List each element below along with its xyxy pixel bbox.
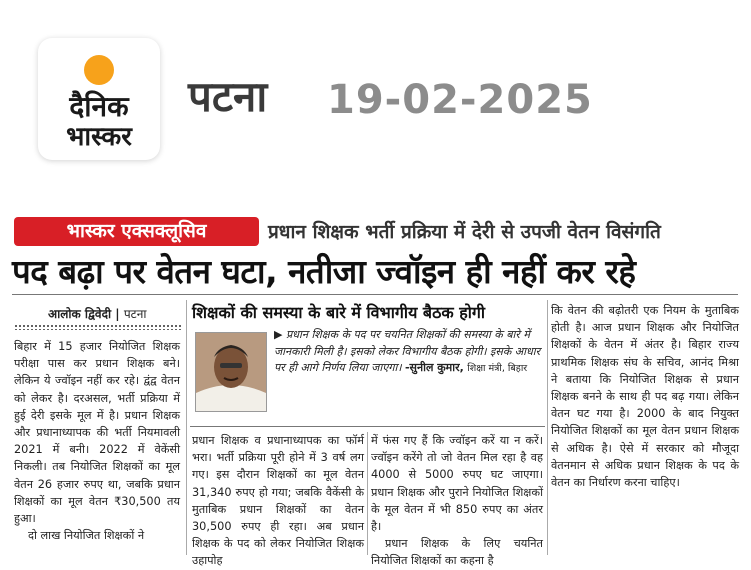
byline-dots — [14, 324, 182, 330]
logo-line-1: दैनिक — [69, 90, 129, 123]
quote-signature: -सुनील कुमार, — [404, 361, 464, 374]
byline-separator: | — [115, 307, 120, 321]
exclusive-tag: भास्कर एक्सक्लूसिव — [14, 217, 259, 246]
edition-city: पटना — [188, 72, 268, 121]
quote-role: शिक्षा मंत्री, बिहार — [467, 363, 528, 374]
kicker: प्रधान शिक्षक भर्ती प्रक्रिया में देरी से उपजी वेतन विसंगति — [268, 221, 661, 243]
edition-date: 19-02-2025 — [327, 77, 593, 123]
box-title: शिक्षकों की समस्या के बारे में विभागीय बैठक होगी — [192, 303, 486, 322]
byline — [48, 306, 146, 322]
byline-place: पटना — [123, 307, 147, 321]
column-3 — [371, 432, 543, 570]
byline-name: आलोक द्विवेदी — [48, 307, 112, 321]
headline-rule — [12, 294, 738, 295]
quote-text: प्रधान शिक्षक के पद पर चयनित शिक्षकों की समस्या के बारे में जानकारी मिली है। इसको लेकर विभागीय बैठक होगी। इसके आधार पर ही आगे निर्णय लिया जाएगा। — [274, 328, 541, 374]
column-3-text: में फंस गए हैं कि ज्वॉइन करें या न करें। ज्वॉइन करेंगे तो जो वेतन मिल रहा है वह 4000 से 5000 रुपए घट जाएगा। प्रधान शिक्षक और पुराने नियोजित शिक्षकों के मूल वेतन में भी 850 रुपए का अंतर है। — [371, 434, 543, 534]
column-divider-1 — [186, 300, 187, 555]
column-3-text-b: प्रधान शिक्षक के लिए चयनित नियोजित शिक्षकों का कहना है — [371, 537, 543, 568]
column-divider-2 — [367, 432, 368, 555]
logo-sun-icon — [84, 55, 114, 85]
dainik-bhaskar-logo — [38, 38, 160, 160]
column-1-text: बिहार में 15 हजार नियोजित शिक्षक परीक्षा पास कर प्रधान शिक्षक बने। लेकिन ये ज्वॉइन नहीं कर रहे। द्वंद्व वेतन को लेकर है। दरअसल, भर्ती प्रक्रिया में हुई देरी इसके मूल में है। प्रधान शिक्षक और प्रधानाध्यापक की भर्ती नियमावली 2021 में बनी। 2022 में वेकेंसी निकली। तब नियोजित शिक्षकों का मूल वेतन 26 हजार रुपए था, जबकि प्रधान शिक्षकों का मूल वेतन ₹30,500 तय हुआ। — [14, 340, 180, 526]
box-rule — [190, 426, 545, 427]
column-divider-3 — [547, 300, 548, 555]
headline: पद बढ़ा पर वेतन घटा, नतीजा ज्वॉइन ही नहीं कर रहे — [12, 252, 636, 291]
logo-line-2: भास्कर — [66, 122, 132, 152]
minister-quote — [274, 327, 542, 378]
column-1 — [14, 338, 180, 544]
column-1-text-b: दो लाख नियोजित शिक्षकों ने — [28, 529, 145, 543]
minister-photo — [195, 332, 267, 412]
quote-marker: ▶ — [274, 328, 286, 341]
column-2-text: प्रधान शिक्षक व प्रधानाध्यापक का फॉर्म भरा। भर्ती प्रक्रिया पूरी होने में 3 वर्ष लग गए। इस दौरान शिक्षकों का मूल वेतन 31,340 रुपए हो गया; जबकि वैकेंसी के मुताबिक प्रधान शिक्षकों का वेतन 30,500 रुपए ही रहा। अब प्रधान शिक्षक के पद को लेकर नियोजित शिक्षक उहापोह — [192, 434, 364, 568]
column-4-text: कि वेतन की बढ़ोतरी एक नियम के मुताबिक होती है। आज प्रधान शिक्षक और नियोजित शिक्षकों के वेतन में अंतर है। बिहार राज्य प्राथमिक शिक्षक संघ के सचिव, आनंद मिश्रा ने बताया कि नियोजित शिक्षक से प्रधान शिक्षक बनने के साथ ही पद बढ़ गया। लेकिन वेतन घट गया है। 2000 के बाद नियुक्त नियोजित शिक्षकों का मूल वेतन प्रधान शिक्षक से अधिक है। ऐसे में सरकार को मौजूदा वेतनमान से अधिक प्रधान शिक्षक के पद के वेतन का निर्धारण करना चाहिए। — [551, 304, 739, 490]
column-2 — [192, 432, 364, 570]
column-4 — [551, 302, 739, 491]
